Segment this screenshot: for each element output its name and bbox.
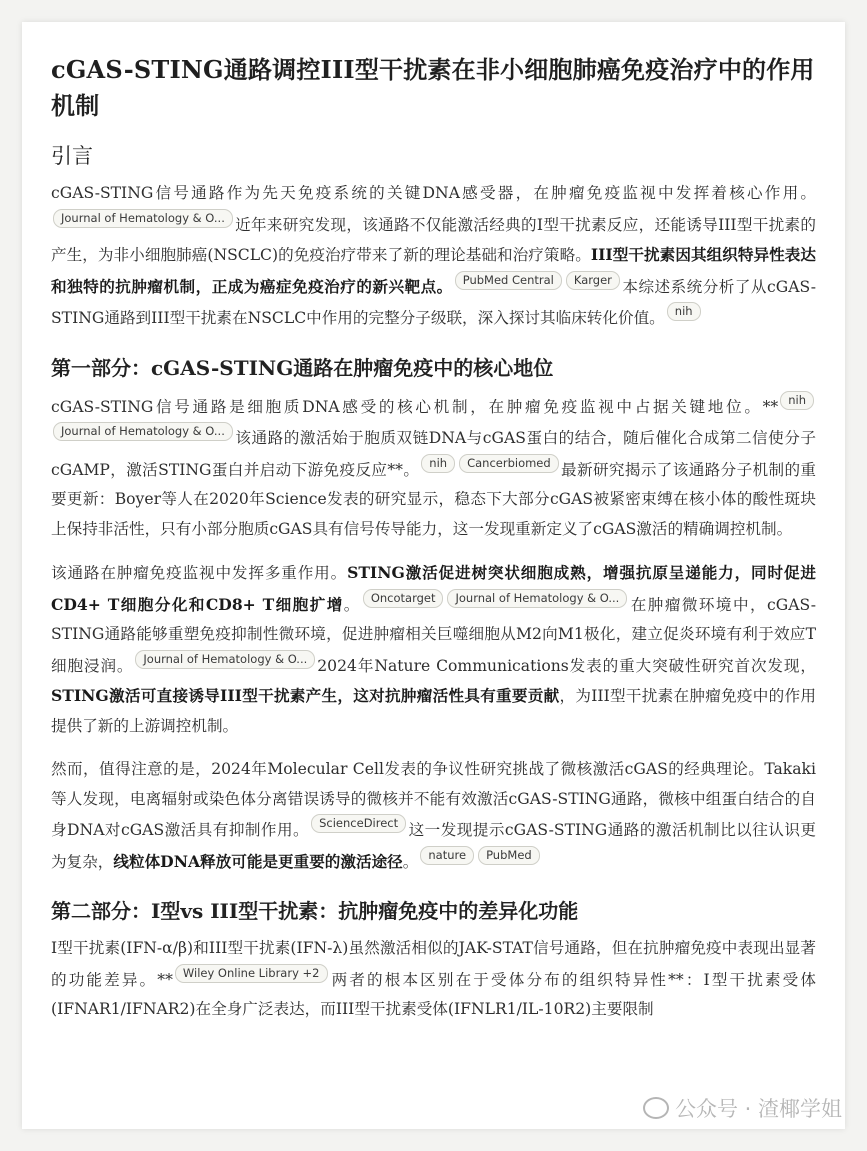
section1-paragraph-1: cGAS-STING信号通路是细胞质DNA感受的核心机制，在肿瘤免疫监视中占据关键地位。** nihJournal of Hematology & O... 该通路的激活始于胞质双链DNA与cGAS蛋白的结合，随后催化合成第二信使分子cGAMP，激活STING蛋白并启动下游免疫反应**。 nih Cancerbiomed 最新研究揭示了该通路分子机制的重要更新：Boyer等人在2020年Science发表的研究显示，稳态下大部分cGAS被紧密束缚在核小体的酸性斑块上保持非活性，只有小部分胞质cGAS具有信号传导能力，这一发现重新定义了cGAS激活的精确调控机制。 (51, 392, 816, 538)
wechat-icon (643, 1097, 669, 1119)
citation-chip[interactable]: Oncotarget (363, 589, 444, 608)
citation-chip[interactable]: nih (421, 454, 455, 473)
intro-paragraph: cGAS-STING信号通路作为先天免疫系统的关键DNA感受器，在肿瘤免疫监视中发挥着核心作用。Journal of Hematology & O... 近年来研究发现，该通路不仅能激活经典的I型干扰素反应，还能诱导III型干扰素的产生，为非小细胞肺癌(NSCLC)的免疫治疗带来了新的理论基础和治疗策略。III型干扰素因其组织特异性表达和独特的抗肿瘤机制，正成为癌症免疫治疗的新兴靶点。 PubMed Central Karger 本综述系统分析了从cGAS-STING通路到III型干扰素在NSCLC中作用的完整分子级联，深入探讨其临床转化价值。 nih (51, 184, 816, 327)
citation-chip[interactable]: ScienceDirect (311, 814, 406, 833)
citation-chip[interactable]: nih (667, 302, 701, 321)
citation-chip[interactable]: Journal of Hematology & O... (135, 650, 315, 669)
article-card (22, 22, 845, 1129)
watermark-text: 公众号 · 渣椰学姐 (674, 1097, 842, 1121)
section1-paragraph-3: 然而，值得注意的是，2024年Molecular Cell发表的争议性研究挑战了微核激活cGAS的经典理论。Takaki等人发现，电离辐射或染色体分离错误诱导的微核并不能有效激活cGAS-STING通路，微核中组蛋白结合的自身DNA对cGAS激活具有抑制作用。 ScienceDirect 这一发现提示cGAS-STING通路的激活机制比以往认识更为复杂，线粒体DNA释放可能是更重要的激活途径。 nature PubMed (51, 760, 816, 871)
section1-heading: 第一部分：cGAS-STING通路在肿瘤免疫中的核心地位 (51, 355, 554, 380)
citation-chip[interactable]: Cancerbiomed (459, 454, 559, 473)
intro-heading: 引言 (51, 144, 93, 168)
citation-chip[interactable]: nature (420, 846, 474, 865)
citation-chip[interactable]: Wiley Online Library +2 (175, 964, 328, 983)
citation-chip[interactable]: PubMed (478, 846, 540, 865)
article-content (51, 52, 816, 1039)
section1-paragraph-2: 该通路在肿瘤免疫监视中发挥多重作用。STING激活促进树突状细胞成熟，增强抗原呈递能力，同时促进CD4+ T细胞分化和CD8+ T细胞扩增。 Oncotarget Journal of Hematology & O... 在肿瘤微环境中，cGAS-STING通路能够重塑免疫抑制性微环境，促进肿瘤相关巨噬细胞从M2向M1极化，建立促炎环境有利于效应T细胞浸润。 Journal of Hematology & O... 2024年Nature Communications发表的重大突破性研究首次发现，STING激活可直接诱导III型干扰素产生，这对抗肿瘤活性具有重要贡献，为III型干扰素在肿瘤免疫中的作用提供了新的上游调控机制。 (51, 563, 816, 735)
citation-chip[interactable]: Journal of Hematology & O... (447, 589, 627, 608)
citation-chip[interactable]: Journal of Hematology & O... (53, 209, 233, 228)
citation-chip[interactable]: PubMed Central (455, 271, 562, 290)
section2-paragraph-1: I型干扰素(IFN-α/β)和III型干扰素(IFN-λ)虽然激活相似的JAK-STAT信号通路，但在抗肿瘤免疫中表现出显著的功能差异。** Wiley Online Library +2 两者的根本区别在于受体分布的组织特异性**：I型干扰素受体(IFNAR1/IFNAR2)在全身广泛表达，而III型干扰素受体(IFNLR1/IL-10R2)主要限制 (51, 939, 816, 1018)
article-title: cGAS-STING通路调控III型干扰素在非小细胞肺癌免疫治疗中的作用机制 (51, 55, 815, 120)
citation-chip[interactable]: Karger (566, 271, 620, 290)
section2-heading: 第二部分：I型vs III型干扰素：抗肿瘤免疫中的差异化功能 (51, 899, 579, 923)
citation-chip[interactable]: Journal of Hematology & O... (53, 422, 233, 441)
watermark (643, 1093, 842, 1123)
citation-chip[interactable]: nih (780, 391, 814, 410)
